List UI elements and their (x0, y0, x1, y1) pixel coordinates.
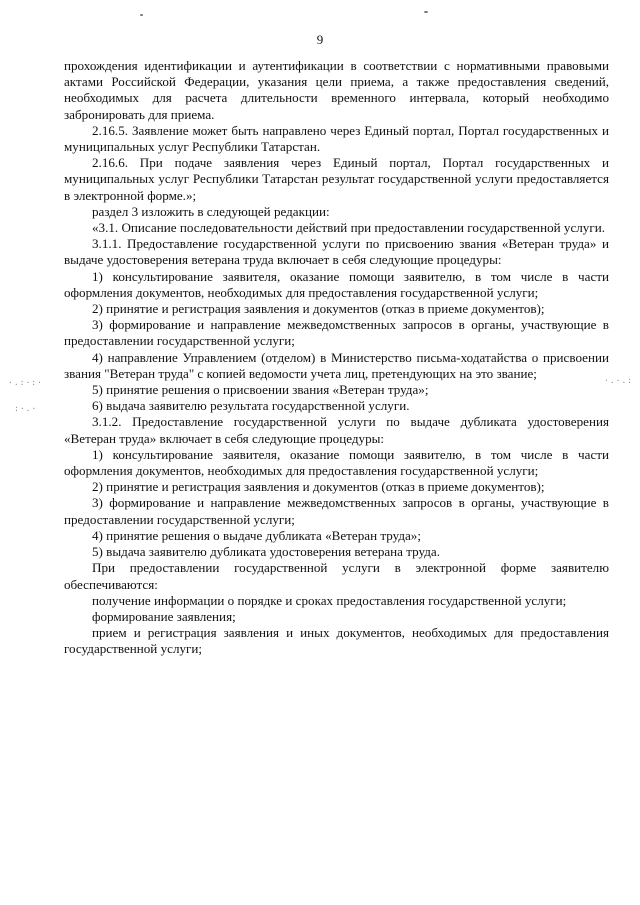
scan-speck (424, 11, 428, 13)
paragraph: При предоставлении государственной услуги в электронной форме заявителю обеспечиваются: (64, 560, 609, 592)
list-item: 5) принятие решения о присвоении звания «Ветеран труда»; (92, 382, 429, 398)
paragraph: прохождения идентификации и аутентификации в соответствии с нормативными правовыми актами Российской Федерации, указания цели приема, а также предоставления сведений, необходимых для расчета длительности временного интервала, который необходимо забронировать для приема. (64, 58, 609, 122)
page-number: 9 (316, 32, 324, 47)
paragraph: раздел 3 изложить в следующей редакции: (92, 203, 330, 219)
list-item: 2) принятие и регистрация заявления и документов (отказ в приеме документов); (92, 301, 545, 317)
list-item: 5) выдача заявителю дубликата удостоверения ветерана труда. (92, 544, 440, 560)
list-item: 4) направление Управлением (отделом) в Министерство письма-ходатайства о присвоении звания "Ветеран труда" с копией ведомости учета лиц, претендующих на это звание; (64, 349, 609, 381)
paragraph: «3.1. Описание последовательности действий при предоставлении государственной услуги. (92, 220, 605, 236)
document-body (64, 58, 609, 658)
list-item: формирование заявления; (92, 608, 236, 624)
list-item: 6) выдача заявителю результата государственной услуги. (92, 398, 410, 414)
scan-speck (140, 14, 143, 16)
scan-smudge: ·.:·:· (8, 378, 43, 387)
paragraph: 3.1.1. Предоставление государственной услуги по присвоению звания «Ветеран труда» и выдаче удостоверения ветерана труда включает в себя следующие процедуры: (64, 236, 609, 268)
list-item: 3) формирование и направление межведомственных запросов в органы, участвующие в предоставлении государственной услуги; (64, 317, 609, 349)
list-item: 3) формирование и направление межведомственных запросов в органы, участвующие в предоставлении государственной услуги; (64, 495, 609, 527)
list-item: 1) консультирование заявителя, оказание помощи заявителю, в том числе в части оформления документов, необходимых для предоставления государственной услуги; (64, 268, 609, 300)
list-item: получение информации о порядке и сроках предоставления государственной услуги; (92, 592, 567, 608)
scan-smudge: ·.·.: (604, 376, 634, 385)
list-item: 2) принятие и регистрация заявления и документов (отказ в приеме документов); (92, 479, 545, 495)
scan-smudge: :·.· (14, 404, 38, 413)
list-item: 1) консультирование заявителя, оказание помощи заявителю, в том числе в части оформления документов, необходимых для предоставления государственной услуги; (64, 446, 609, 479)
paragraph: 2.16.6. При подаче заявления через Единый портал, Портал государственных и муниципальных услуг Республики Татарстан результат государственной услуги предоставляется в электронной форме.»; (64, 155, 609, 203)
paragraph: 2.16.5. Заявление может быть направлено через Единый портал, Портал государственных и муниципальных услуг Республики Татарстан. (64, 122, 609, 155)
paragraph: 3.1.2. Предоставление государственной услуги по выдаче дубликата удостоверения «Ветеран труда» включает в себя следующие процедуры: (64, 414, 609, 446)
list-item: 4) принятие решения о выдаче дубликата «Ветеран труда»; (92, 527, 421, 543)
list-item: прием и регистрация заявления и иных документов, необходимых для предоставления государственной услуги; (64, 625, 609, 657)
